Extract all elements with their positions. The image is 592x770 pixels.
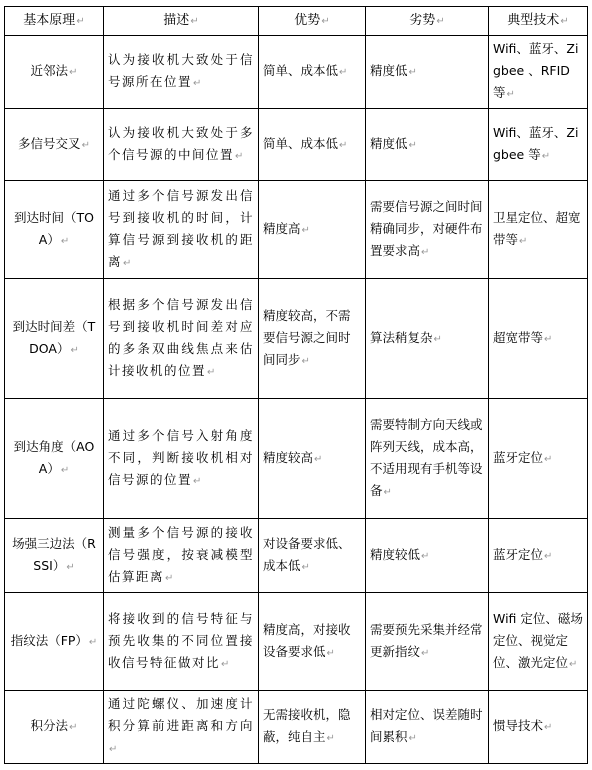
advantage-cell: 无需接收机，隐蔽，纯自主↵ <box>259 691 366 764</box>
principle-cell: 场强三边法（RSSI）↵ <box>5 519 104 593</box>
advantage-cell: 精度高，对接收设备要求低↵ <box>259 593 366 691</box>
principle-cell: 多信号交叉↵ <box>5 109 104 181</box>
table-row <box>5 519 588 593</box>
technology-cell: Wifi、蓝牙、Zigbee 、RFID 等↵ <box>489 36 588 109</box>
disadvantage-cell: 算法稍复杂↵ <box>366 279 489 399</box>
table-row <box>5 691 588 764</box>
advantage-cell: 精度高↵ <box>259 181 366 279</box>
technology-cell: Wifi、蓝牙、Zigbee 等↵ <box>489 109 588 181</box>
technology-cell: 超宽带等↵ <box>489 279 588 399</box>
advantage-cell: 精度较高，不需要信号源之间时间同步↵ <box>259 279 366 399</box>
technology-cell: Wifi 定位、磁场定位、视觉定位、激光定位↵ <box>489 593 588 691</box>
advantage-cell: 简单、成本低↵ <box>259 36 366 109</box>
advantage-cell: 精度较高↵ <box>259 399 366 519</box>
advantage-cell: 简单、成本低↵ <box>259 109 366 181</box>
table-header-row <box>5 7 588 36</box>
description-cell: 通过多个信号源发出信号到接收机的时间，计算信号源到接收机的距离↵ <box>104 181 259 279</box>
technology-cell: 惯导技术↵ <box>489 691 588 764</box>
header-principle: 基本原理↵ <box>5 7 104 36</box>
advantage-cell: 对设备要求低、成本低↵ <box>259 519 366 593</box>
disadvantage-cell: 需要预先采集并经常更新指纹↵ <box>366 593 489 691</box>
disadvantage-cell: 精度低↵ <box>366 36 489 109</box>
description-cell: 将接收到的信号特征与预先收集的不同位置接收信号特征做对比↵ <box>104 593 259 691</box>
disadvantage-cell: 需要特制方向天线或阵列天线，成本高，不适用现有手机等设备↵ <box>366 399 489 519</box>
table-row <box>5 593 588 691</box>
disadvantage-cell: 相对定位、误差随时间累积↵ <box>366 691 489 764</box>
description-cell: 认为接收机大致处于多个信号源的中间位置↵ <box>104 109 259 181</box>
header-description: 描述↵ <box>104 7 259 36</box>
table-row <box>5 109 588 181</box>
description-cell: 通过多个信号入射角度不同，判断接收机相对信号源的位置↵ <box>104 399 259 519</box>
header-technology: 典型技术↵ <box>489 7 588 36</box>
description-cell: 测量多个信号源的接收信号强度，按衰减模型估算距离↵ <box>104 519 259 593</box>
positioning-methods-table <box>4 6 588 764</box>
principle-cell: 积分法↵ <box>5 691 104 764</box>
table-row <box>5 181 588 279</box>
principle-cell: 近邻法↵ <box>5 36 104 109</box>
technology-cell: 卫星定位、超宽带等↵ <box>489 181 588 279</box>
principle-cell: 指纹法（FP）↵ <box>5 593 104 691</box>
principle-cell: 到达时间（TOA）↵ <box>5 181 104 279</box>
principle-cell: 到达角度（AOA）↵ <box>5 399 104 519</box>
description-cell: 认为接收机大致处于信号源所在位置↵ <box>104 36 259 109</box>
disadvantage-cell: 精度较低↵ <box>366 519 489 593</box>
description-cell: 通过陀螺仪、加速度计积分算前进距离和方向↵ <box>104 691 259 764</box>
description-cell: 根据多个信号源发出信号到接收机时间差对应的多条双曲线焦点来估计接收机的位置↵ <box>104 279 259 399</box>
disadvantage-cell: 需要信号源之间时间精确同步，对硬件布置要求高↵ <box>366 181 489 279</box>
table-row <box>5 279 588 399</box>
technology-cell: 蓝牙定位↵ <box>489 519 588 593</box>
header-disadvantage: 劣势↵ <box>366 7 489 36</box>
table-row <box>5 36 588 109</box>
disadvantage-cell: 精度低↵ <box>366 109 489 181</box>
header-advantage: 优势↵ <box>259 7 366 36</box>
technology-cell: 蓝牙定位↵ <box>489 399 588 519</box>
principle-cell: 到达时间差（TDOA）↵ <box>5 279 104 399</box>
table-row <box>5 399 588 519</box>
